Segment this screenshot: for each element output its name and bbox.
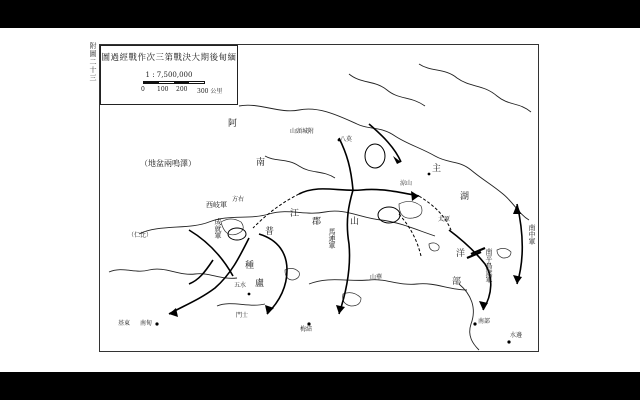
- coastline: [459, 284, 479, 350]
- army-label: 南中軍: [528, 224, 536, 245]
- region-label: 種: [245, 261, 255, 271]
- route-line: [339, 138, 353, 190]
- place-label: 方右: [232, 196, 245, 203]
- route-arrowhead: [513, 275, 522, 284]
- town-dot: [507, 340, 510, 343]
- place-label: 山華: [370, 274, 383, 281]
- scale-tick: 300 公里: [197, 88, 223, 95]
- dashed-route: [399, 214, 421, 256]
- island: [343, 293, 361, 306]
- scale-ratio: 1 : 7,500,000: [145, 71, 193, 79]
- place-label: 山頭城附: [290, 128, 315, 135]
- scale-tick: 0: [141, 86, 145, 93]
- place-label: 梅結: [300, 326, 313, 333]
- place-label: 五水: [234, 282, 247, 289]
- island: [429, 243, 439, 251]
- route-line: [259, 234, 287, 314]
- island: [497, 248, 511, 258]
- region-label: 普: [265, 227, 275, 237]
- scale-ticks: [101, 86, 237, 96]
- map-page: [0, 28, 640, 372]
- coastline: [109, 269, 237, 278]
- route-line: [339, 190, 353, 314]
- region-label: 湖: [460, 192, 470, 202]
- scale-bar: [143, 81, 205, 84]
- region-label: （地盆兩嗚澤）: [140, 159, 196, 168]
- army-label: 南平鳥遮軍: [485, 248, 493, 283]
- town-dot: [473, 322, 476, 325]
- encircled-position: [378, 207, 400, 223]
- place-label: 太原: [438, 216, 451, 223]
- place-label: 基東: [118, 320, 131, 327]
- town-dot: [428, 173, 431, 176]
- scale-tick: 100: [157, 86, 169, 93]
- region-label: 主: [432, 164, 442, 174]
- army-label: 成就軍: [214, 218, 222, 239]
- route-arrowhead: [265, 305, 274, 314]
- island: [221, 219, 243, 235]
- place-label: 南甸: [140, 320, 153, 327]
- coastline: [309, 280, 467, 290]
- region-label: 洋: [456, 249, 466, 259]
- region-label: 郡: [312, 217, 322, 227]
- region-label: 部: [452, 277, 462, 287]
- region-label: 南: [256, 158, 266, 168]
- coastline: [217, 304, 265, 306]
- region-label: 阿: [228, 119, 238, 129]
- route-line: [299, 189, 419, 196]
- encircled-position: [365, 144, 385, 168]
- island: [399, 201, 422, 218]
- route-line: [169, 238, 249, 314]
- dashed-route: [419, 196, 451, 230]
- coastline: [419, 64, 531, 112]
- coastline: [239, 105, 529, 220]
- coastline: [265, 156, 335, 178]
- route-line: [189, 230, 233, 276]
- map-title: 圖過經戰作次三第戰決大期後甸緬: [101, 53, 237, 63]
- place-label: 涼山: [400, 180, 413, 187]
- place-label: 水邊: [510, 332, 523, 339]
- side-caption: 附圖二十三: [89, 42, 97, 82]
- region-label: 盧: [255, 279, 265, 289]
- army-label: 馬連軍: [328, 228, 336, 249]
- town-dot: [155, 322, 158, 325]
- region-label: 山: [350, 217, 360, 227]
- route-arrowhead: [336, 305, 345, 314]
- place-label: 門士: [236, 312, 249, 319]
- coastline: [349, 74, 425, 106]
- route-line: [189, 260, 213, 284]
- scale-tick: 200: [176, 86, 188, 93]
- army-label: 西岐軍: [206, 201, 227, 209]
- region-label: 江: [290, 209, 300, 219]
- town-dot: [248, 293, 251, 296]
- place-label: 八莫: [340, 136, 353, 143]
- place-label: （仁比）: [128, 232, 153, 239]
- coastline: [139, 211, 435, 236]
- route-arrowhead: [411, 191, 419, 201]
- map-legend-box: [100, 45, 238, 105]
- place-label: 南部: [478, 318, 491, 325]
- route-line: [517, 204, 522, 284]
